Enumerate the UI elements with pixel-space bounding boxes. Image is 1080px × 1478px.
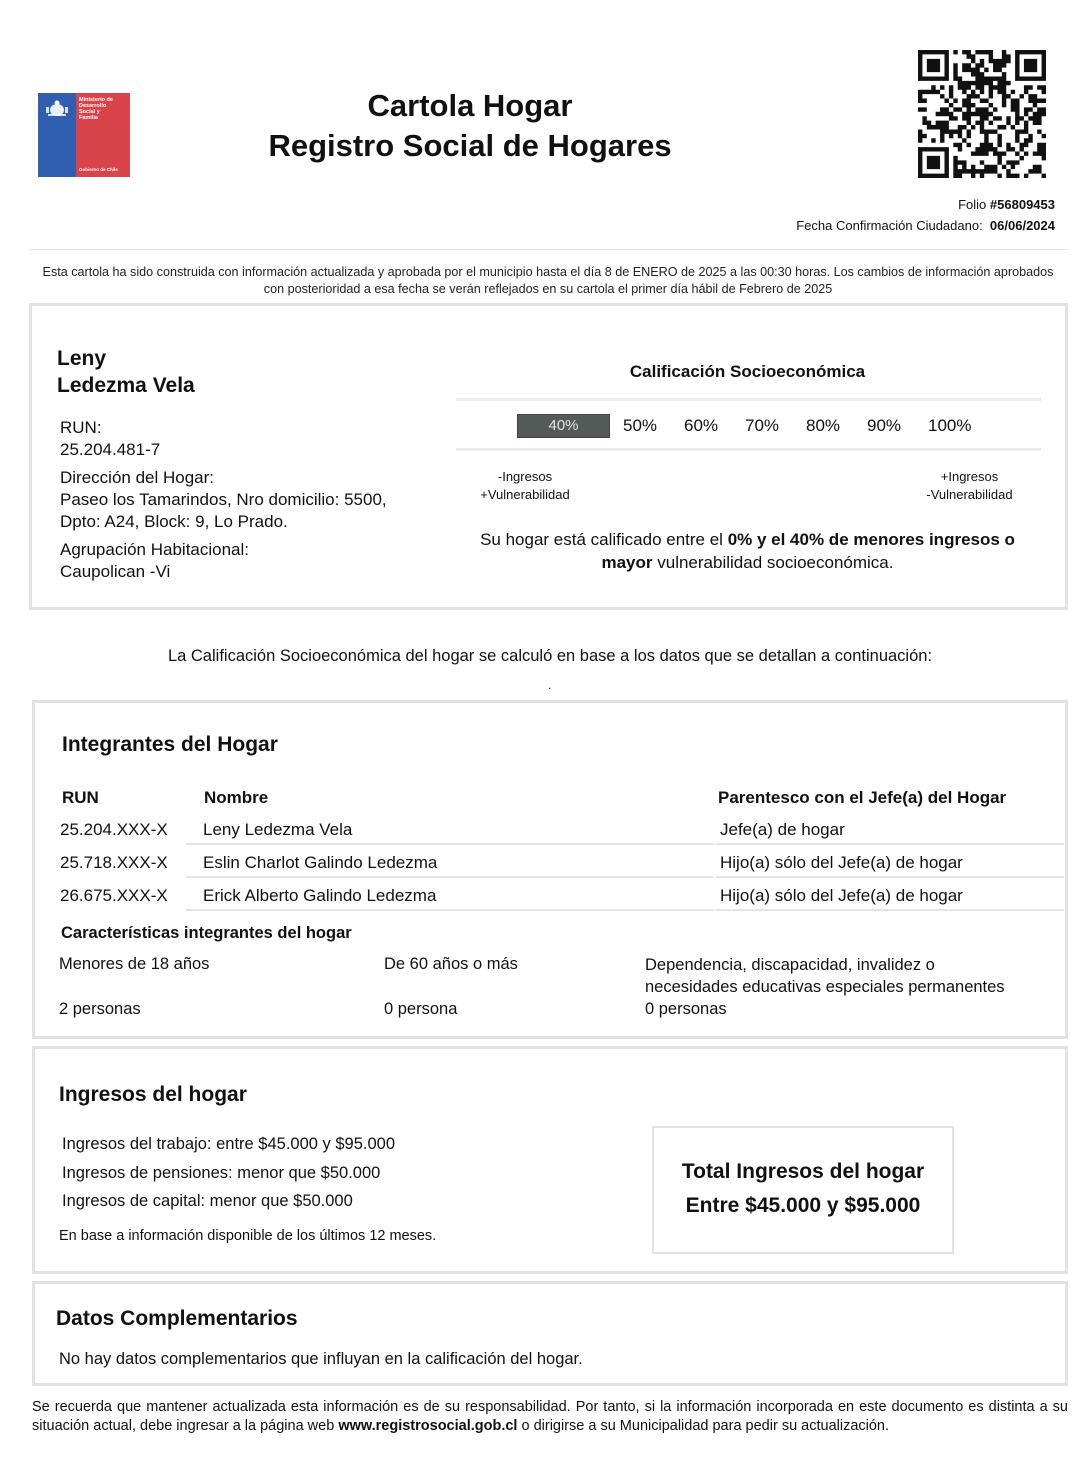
- cell-nombre: Eslin Charlot Galindo Ledezma: [186, 848, 772, 878]
- legend-right-line-2: -Vulnerabilidad: [926, 487, 1013, 502]
- folio-line: [796, 194, 1055, 215]
- group-label: Agrupación Habitacional:: [60, 540, 250, 559]
- ingreso-capital: Ingresos de capital: menor que $50.000: [62, 1192, 353, 1210]
- caracteristica-dependencia-value: 0 personas: [645, 1000, 727, 1018]
- col-header-run: RUN: [62, 788, 99, 807]
- folio-value: #56809453: [989, 197, 1055, 212]
- calificacion-scale: [517, 414, 989, 438]
- person-first-name: Leny: [57, 347, 107, 370]
- fecha-label: Fecha Confirmación Ciudadano:: [796, 218, 983, 233]
- ingresos-list: [62, 1130, 395, 1216]
- person-last-names: Ledezma Vela: [57, 374, 195, 397]
- ingresos-title: Ingresos del hogar: [59, 1083, 247, 1106]
- cell-run: 26.675.XXX-X: [60, 886, 168, 905]
- legend-right-line-1: +Ingresos: [940, 469, 999, 484]
- cell-run: 25.718.XXX-X: [60, 853, 168, 872]
- registro-social-link[interactable]: www.registrosocial.gob.cl: [338, 1418, 518, 1434]
- fecha-line: [796, 215, 1055, 236]
- logo-ministry-line: Social y: [79, 109, 100, 115]
- group-group: [60, 539, 387, 583]
- run-label: RUN:: [60, 418, 102, 437]
- scale-70: 70%: [745, 416, 780, 435]
- scale-top-line: [456, 398, 1041, 401]
- qr-modules: [918, 50, 1046, 178]
- header-divider: [30, 249, 1068, 250]
- scale-bottom-line: [456, 448, 1041, 451]
- logo-blue-panel: [38, 93, 76, 177]
- caracteristica-menores-label: Menores de 18 años: [59, 955, 210, 973]
- calificacion-description: [455, 528, 1040, 574]
- fecha-value: 06/06/2024: [989, 218, 1055, 233]
- calificacion-title: Calificación Socioeconómica: [629, 362, 866, 381]
- folio-block: [796, 194, 1055, 236]
- caracteristica-mayores-label: De 60 años o más: [384, 955, 518, 973]
- scale-selected-40: 40%: [517, 414, 610, 438]
- col-header-nombre: Nombre: [204, 788, 269, 807]
- calif-text-post: vulnerabilidad socioeconómica.: [652, 553, 894, 572]
- caracteristica-mayores-value: 0 persona: [384, 1000, 458, 1018]
- cell-parentesco: Hijo(a) sólo del Jefe(a) de hogar: [714, 848, 1064, 878]
- calif-text-pre: Su hogar está calificado entre el: [480, 530, 728, 549]
- coat-of-arms-icon: [44, 99, 70, 119]
- cell-run: 25.204.XXX-X: [60, 820, 168, 839]
- footer-note: [32, 1398, 1068, 1436]
- address-label: Dirección del Hogar:: [60, 468, 215, 487]
- logo-ministry-line: Ministerio de: [79, 97, 113, 103]
- qr-code-icon: [918, 50, 1046, 178]
- dependencia-label-line-2: necesidades educativas especiales permanentes: [645, 978, 1005, 996]
- cell-nombre: Erick Alberto Galindo Ledezma: [186, 881, 772, 911]
- legend-left: [470, 468, 580, 504]
- person-info: [60, 417, 387, 589]
- table-row: [60, 815, 1064, 848]
- calif-text-bold: 0% y el 40% de menores ingresos o mayor: [601, 530, 1015, 572]
- scale-100: 100%: [928, 416, 972, 435]
- ingresos-note: En base a información disponible de los últimos 12 meses.: [59, 1228, 437, 1244]
- intro-text: La Calificación Socioeconómica del hogar se calculó en base a los datos que se detallan a continuación:: [167, 647, 933, 665]
- title-line-1: Cartola Hogar: [367, 88, 573, 123]
- person-name: [57, 345, 195, 399]
- run-group: [60, 417, 387, 461]
- title-line-2: Registro Social de Hogares: [268, 128, 672, 163]
- cell-nombre: Leny Ledezma Vela: [186, 815, 772, 845]
- legend-left-line-1: -Ingresos: [497, 469, 553, 484]
- cell-parentesco: Hijo(a) sólo del Jefe(a) de hogar: [714, 881, 1064, 911]
- total-ingresos-value: Entre $45.000 y $95.000: [685, 1194, 921, 1217]
- ingreso-pensiones: Ingresos de pensiones: menor que $50.000: [62, 1163, 381, 1182]
- folio-label: Folio: [958, 197, 987, 212]
- footer-text-post: o dirigirse a su Municipalidad para pedir su actualización.: [517, 1418, 890, 1434]
- group-value: Caupolican -Vi: [60, 562, 171, 581]
- caracteristica-dependencia-label: [645, 954, 1005, 998]
- complementarios-box: [32, 1281, 1068, 1386]
- footer-text-pre: Se recuerda que mantener actualizada esta información es de su responsabilidad. Por tanto, si la información incorporada en este documento es distinta a su situación actual, debe ingresar a la página web: [32, 1399, 1068, 1434]
- intro-dot: .: [548, 678, 552, 692]
- table-row: [60, 848, 1064, 881]
- caracteristica-menores-value: 2 personas: [59, 1000, 141, 1018]
- logo-red-panel: [76, 93, 130, 177]
- cell-parentesco: Jefe(a) de hogar: [714, 815, 1064, 845]
- total-ingresos-label: Total Ingresos del hogar: [681, 1160, 925, 1183]
- table-row: [60, 881, 1064, 914]
- legend-left-line-2: +Vulnerabilidad: [480, 487, 570, 502]
- dependencia-label-line-1: Dependencia, discapacidad, invalidez o: [645, 956, 935, 974]
- scale-90: 90%: [867, 416, 902, 435]
- update-notice: Esta cartola ha sido construida con información actualizada y aprobada por el municipio hasta el día 8 de ENERO de 2025 a las 00:30 horas. Los cambios de información aprobados con posterioridad a esa fecha se verán reflejados en su cartola el primer día hábil de Febrero de 2025: [42, 265, 1054, 296]
- scale-80: 80%: [806, 416, 841, 435]
- logo-ministry-line: Familia: [79, 115, 98, 121]
- address-line-1: Paseo los Tamarindos, Nro domicilio: 5500,: [60, 490, 387, 509]
- run-value: 25.204.481-7: [60, 440, 161, 459]
- total-ingresos-box: [652, 1126, 954, 1254]
- scale-60: 60%: [684, 416, 719, 435]
- legend-right: [912, 468, 1027, 504]
- integrantes-title: Integrantes del Hogar: [62, 733, 278, 756]
- scale-50: 50%: [623, 416, 658, 435]
- complementarios-text: No hay datos complementarios que influyan en la calificación del hogar.: [59, 1350, 583, 1368]
- caracteristicas-title: Características integrantes del hogar: [61, 924, 352, 942]
- ministry-logo: [38, 93, 130, 177]
- logo-government: Gobierno de Chile: [79, 167, 118, 172]
- page-title: [230, 86, 710, 166]
- address-line-2: Dpto: A24, Block: 9, Lo Prado.: [60, 512, 288, 531]
- logo-ministry-line: Desarrollo: [79, 103, 107, 109]
- complementarios-title: Datos Complementarios: [56, 1307, 298, 1330]
- ingreso-trabajo: Ingresos del trabajo: entre $45.000 y $95.000: [62, 1135, 395, 1153]
- col-header-parentesco: Parentesco con el Jefe(a) del Hogar: [718, 788, 1007, 807]
- address-group: [60, 467, 387, 533]
